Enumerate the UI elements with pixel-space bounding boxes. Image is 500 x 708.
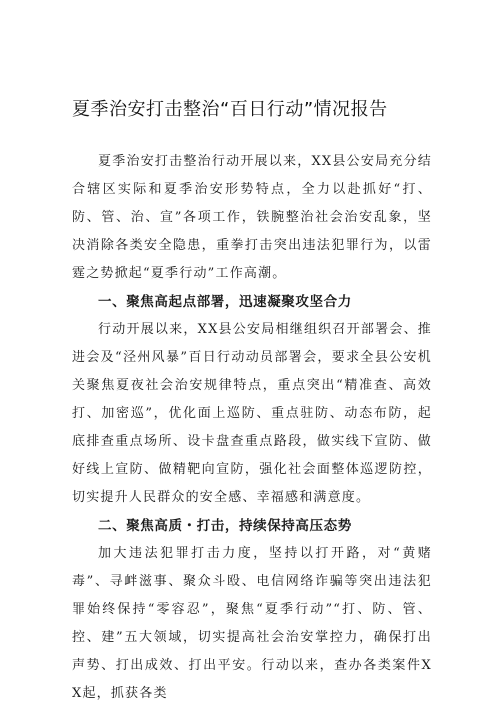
document-title: 夏季治安打击整治“百日行动”情况报告 [72, 99, 388, 120]
section-1-paragraph: 行动开展以来，XX县公安局相继组织召开部署会、推进会及“泾州风暴”百日行动动员部署会，要求全县公安机关聚焦夏夜社会治安规律特点，重点突出“精准查、高效打、加密巡”，优化面上巡防、重点驻防、动态布防，起底排查重点场所、设卡盘查重点路段，做实线下宣防、做好线上宣防、做精靶向宣防，强化社会面整体巡逻防控，切实提升人民群众的安全感、幸福感和满意度。 [72, 322, 432, 505]
intro-paragraph: 夏季治安打击整治行动开展以来，XX县公安局充分结合辖区实际和夏季治安形势特点，全力以赴抓好“打、防、管、治、宣”各项工作，铁腕整治社会治安乱象，坚决消除各类安全隐患，重拳打击突出违法犯罪行为，以雷霆之势掀起“夏季行动”工作高潮。 [72, 154, 432, 281]
document-body [72, 148, 432, 708]
section-1-heading: 一、聚焦高起点部署，迅速凝聚攻坚合力 [98, 294, 352, 310]
section-2-paragraph: 加大违法犯罪打击力度，坚持以打开路，对“黄赌毒”、寻衅滋事、聚众斗殴、电信网络诈骗等突出违法犯罪始终保持“零容忍”，聚焦“夏季行动”“打、防、管、控、建”五大领域，切实提高社会治安掌控力，确保打出声势、打出成效、打出平安。行动以来，查办各类案件XX起，抓获各类 [72, 546, 432, 701]
section-2-heading: 二、聚焦高质・打击，持续保持高压态势 [98, 518, 352, 534]
